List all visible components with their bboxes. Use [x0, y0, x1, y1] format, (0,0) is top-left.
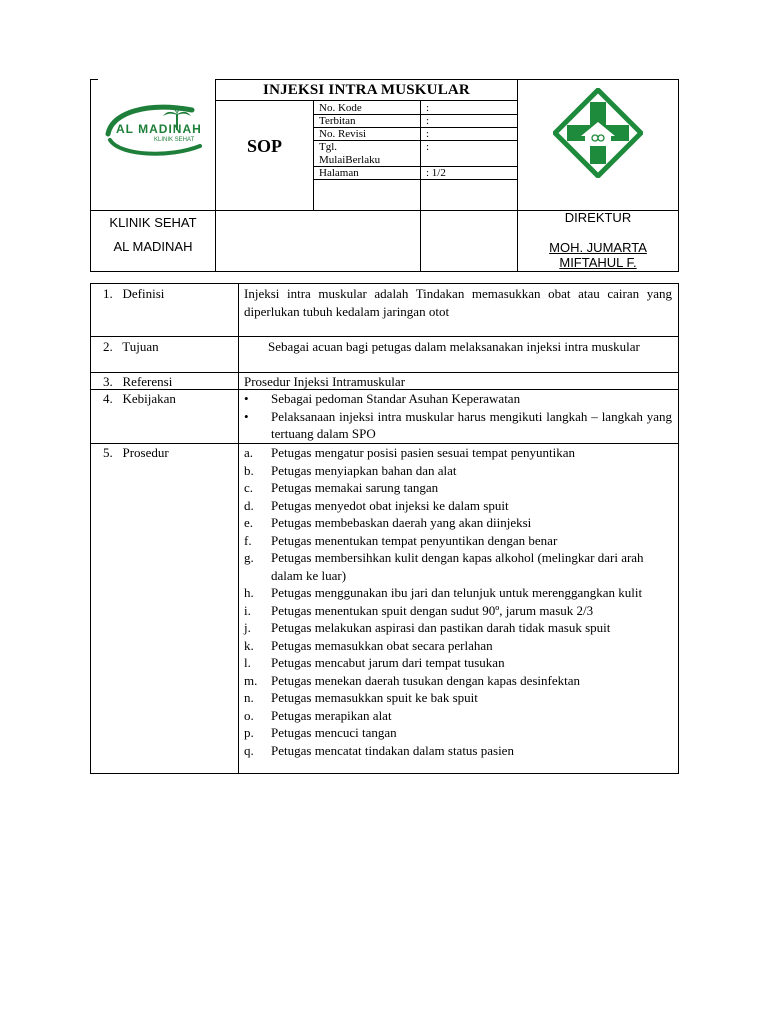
list-item: g. Petugas membersihkan kulit dengan kapas alkohol (melingkar dari arah dalam ke luar) — [244, 550, 644, 583]
list-item: p. Petugas mencuci tangan — [244, 725, 397, 740]
meta-value-tgl: : — [426, 141, 430, 153]
section-label-tujuan: 2. Tujuan — [103, 339, 159, 354]
section-label-kebijakan: 4. Kebijakan — [103, 391, 176, 406]
list-item: e. Petugas membebaskan daerah yang akan diinjeksi — [244, 515, 532, 530]
kebijakan-list — [244, 390, 672, 443]
meta-value-revisi: : — [426, 128, 430, 140]
section-label-definisi: 1. Definisi — [103, 286, 165, 301]
meta-value-halaman: : 1/2 — [426, 167, 446, 179]
section-label-prosedur: 5. Prosedur — [103, 445, 169, 460]
list-item: • Pelaksanaan injeksi intra muskular harus mengikuti langkah – langkah yang tertuang dalam SPO — [244, 408, 672, 441]
section-label-referensi: 3. Referensi — [103, 374, 173, 389]
tujuan-text: Sebagai acuan bagi petugas dalam melaksanakan injeksi intra muskular — [268, 339, 640, 354]
director-name-line1: MOH. JUMARTA — [549, 240, 647, 255]
meta-value-terbitan: : — [426, 115, 430, 127]
meta-label-tgl: Tgl. MulaiBerlaku — [319, 141, 381, 166]
prosedur-list — [244, 444, 672, 759]
page-title: INJEKSI INTRA MUSKULAR — [263, 82, 470, 98]
clinic-name-line2: AL MADINAH — [113, 239, 193, 254]
list-item: k. Petugas memasukkan obat secara perlahan — [244, 637, 493, 653]
list-item: q. Petugas mencatat tindakan dalam status pasien — [244, 742, 514, 758]
list-item: l. Petugas mencabut jarum dari tempat tusukan — [244, 655, 505, 670]
list-item: n. Petugas memasukkan spuit ke bak spuit — [244, 690, 478, 705]
health-emblem — [553, 88, 643, 178]
logo-name: AL MADINAH — [116, 122, 202, 136]
meta-label-halaman: Halaman — [319, 167, 359, 179]
clinic-logo — [100, 100, 210, 160]
meta-value-kode: : — [426, 102, 430, 114]
list-item: j. Petugas melakukan aspirasi dan pastikan darah tidak masuk spuit — [244, 620, 611, 635]
list-item: b. Petugas menyiapkan bahan dan alat — [244, 462, 457, 478]
definisi-text: Injeksi intra muskular adalah Tindakan memasukkan obat atau cairan yang diperlukan tubuh kedalam jaringan otot — [244, 286, 672, 319]
list-item: • Sebagai pedoman Standar Asuhan Keperawatan — [244, 391, 521, 406]
list-item: d. Petugas menyedot obat injeksi ke dalam spuit — [244, 497, 509, 513]
list-item: h. Petugas menggunakan ibu jari dan telunjuk untuk merenggangkan kulit — [244, 585, 643, 600]
director-title: DIREKTUR — [564, 210, 632, 225]
list-item: c. Petugas memakai sarung tangan — [244, 480, 439, 495]
logo-tagline: KLINIK SEHAT — [154, 137, 195, 143]
clinic-name-line1: KLINIK SEHAT — [109, 215, 197, 230]
meta-label-terbitan: Terbitan — [319, 115, 356, 127]
list-item: f. Petugas menentukan tempat penyuntikan dengan benar — [244, 532, 558, 548]
meta-label-kode: No. Kode — [319, 102, 362, 114]
list-item: m. Petugas menekan daerah tusukan dengan kapas desinfektan — [244, 672, 581, 688]
meta-label-revisi: No. Revisi — [319, 128, 367, 140]
referensi-text: Prosedur Injeksi Intramuskular — [244, 374, 406, 389]
health-cross-house-icon — [553, 88, 643, 178]
list-item: a. Petugas mengatur posisi pasien sesuai tempat penyuntikan — [244, 445, 575, 460]
list-item: o. Petugas merapikan alat — [244, 707, 392, 723]
sop-label: SOP — [246, 136, 282, 156]
list-item: i. Petugas menentukan spuit dengan sudut 90º, jarum masuk 2/3 — [244, 602, 594, 618]
director-name-line2: MIFTAHUL F. — [559, 255, 637, 270]
